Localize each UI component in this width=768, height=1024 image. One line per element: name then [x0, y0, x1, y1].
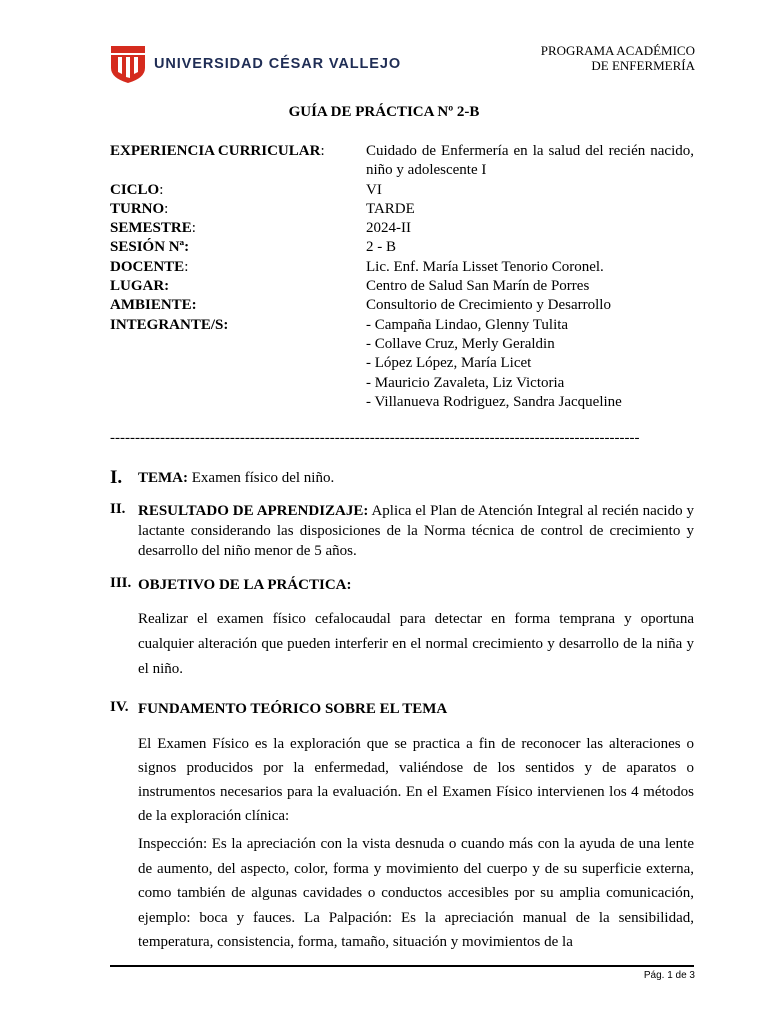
section-number: III. — [110, 575, 132, 591]
section-number: II. — [110, 501, 126, 517]
info-row-docente: DOCENTE: Lic. Enf. María Lisset Tenorio Coronel. — [110, 258, 694, 277]
integrantes-label: INTEGRANTE/S: — [110, 316, 229, 333]
sesion-value: 2 - B — [366, 239, 396, 256]
docente-label: DOCENTE — [110, 258, 185, 275]
lugar-value: Centro de Salud San Marín de Porres — [366, 278, 590, 295]
list-item: - Campaña Lindao, Glenny Tulita — [366, 316, 569, 333]
program-line-1: PROGRAMA ACADÉMICO — [540, 43, 695, 58]
list-item: - Mauricio Zavaleta, Liz Victoria — [366, 374, 565, 391]
info-row-semestre: SEMESTRE: 2024-II — [110, 219, 694, 238]
section-heading: RESULTADO DE APRENDIZAJE: — [138, 503, 369, 519]
university-name: UNIVERSIDAD CÉSAR VALLEJO — [154, 56, 402, 72]
experiencia-value: Cuidado de Enfermería en la salud del recién nacido, niño y adolescente I — [366, 143, 694, 179]
info-row-ciclo: CICLO: VI — [110, 181, 694, 200]
list-item: - Villanueva Rodriguez, Sandra Jacqueline — [366, 393, 622, 410]
ucv-shield-icon — [110, 44, 146, 84]
ambiente-value: Consultorio de Crecimiento y Desarrollo — [366, 297, 611, 314]
section-fundamento — [110, 699, 694, 719]
info-row-ambiente — [110, 296, 694, 315]
ambiente-label: AMBIENTE: — [110, 297, 197, 314]
section-number: I. — [110, 467, 123, 488]
objetivo-paragraph: Realizar el examen físico cefalocaudal para detectar en forma temprana y oportuna cualquier alteración que pueden interferir en el normal crecimiento y desarrollo de la niña y el niño. — [138, 611, 694, 677]
guide-title: GUÍA DE PRÁCTICA Nº 2-B — [288, 104, 480, 120]
footer-rule — [110, 965, 694, 967]
fundamento-paragraph-2: Inspección: Es la apreciación con la vista desnuda o cuando más con la ayuda de una lente de aumento, del aspecto, color, forma y movimiento del cuerpo y de su superficie externa, como también de algunas cavidades o conductos accesibles por su amplia comunicación, ejemplo: boca y fauces. La Palpación: Es la apreciación manual de la sensibilidad, temperatura, consistencia, forma, tamaño, situación y movimientos de la — [138, 836, 694, 950]
semestre-value: 2024-II — [366, 220, 411, 237]
program-label — [541, 43, 695, 73]
separator-line: ---------------------------------------------------------------------------------------------------------- — [110, 430, 640, 446]
program-line-2: DE ENFERMERÍA — [591, 58, 695, 73]
info-row-lugar — [110, 277, 694, 296]
section-text: Examen físico del niño. — [188, 470, 335, 486]
page-number: Pág. 1 de 3 — [643, 970, 695, 981]
section-number: IV. — [110, 699, 129, 715]
section-resultado — [110, 501, 694, 561]
university-logo — [110, 44, 401, 84]
section-objetivo — [110, 575, 694, 595]
list-item: - López López, María Licet — [366, 355, 532, 372]
section-tema — [110, 468, 694, 488]
experiencia-label: EXPERIENCIA CURRICULAR — [110, 143, 321, 159]
info-row-sesion — [110, 238, 694, 257]
section-text: Aplica el Plan de Atención Integral al recién nacido y lactante considerando las disposiciones de la Norma técnica de control de crecimiento y desarrollo del niño menor de 5 años. — [138, 503, 695, 559]
semestre-label: SEMESTRE — [110, 220, 192, 237]
info-row-integrantes — [110, 316, 694, 412]
info-table — [110, 142, 694, 412]
info-row-experiencia: EXPERIENCIA CURRICULAR: Cuidado de Enfermería en la salud del recién nacido, niño y adolescente I — [110, 142, 694, 181]
sesion-label: SESIÓN Nª: — [110, 239, 190, 256]
info-row-turno: TURNO: TARDE — [110, 200, 694, 219]
docente-value: Lic. Enf. María Lisset Tenorio Coronel. — [366, 258, 604, 275]
integrantes-list — [366, 316, 694, 412]
list-item: - Collave Cruz, Merly Geraldin — [366, 335, 555, 352]
section-heading: OBJETIVO DE LA PRÁCTICA: — [138, 577, 352, 593]
ciclo-value: VI — [366, 181, 382, 198]
section-heading: FUNDAMENTO TEÓRICO SOBRE EL TEMA — [138, 701, 448, 717]
ciclo-label: CICLO — [110, 181, 160, 198]
turno-value: TARDE — [366, 200, 415, 217]
lugar-label: LUGAR: — [110, 278, 170, 295]
turno-label: TURNO — [110, 200, 165, 217]
section-heading: TEMA: — [138, 470, 188, 486]
fundamento-paragraph-1: El Examen Físico es la exploración que se practica a fin de reconocer las alteraciones o signos producidos por la enfermedad, valiéndose de los sentidos y de aparatos o instrumentos necesarios para la evaluación. En el Examen Físico intervienen los 4 métodos de la exploración clínica: — [138, 736, 694, 824]
